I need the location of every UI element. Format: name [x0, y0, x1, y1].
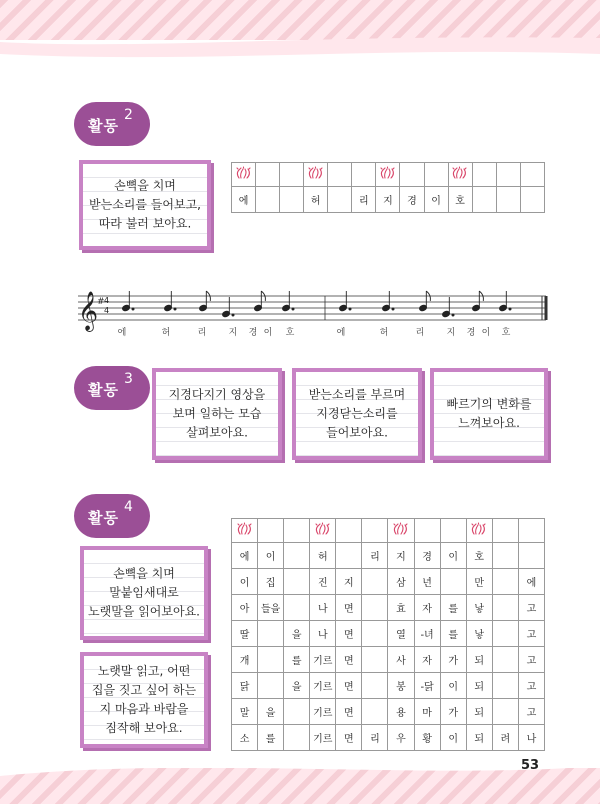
score-lyric-syllable: 허: [161, 328, 171, 338]
note-dot: [232, 314, 234, 316]
lyric-cell: [280, 187, 304, 213]
clap-cell: [352, 163, 376, 187]
lyric-cell: [496, 187, 520, 213]
table-row: [232, 699, 545, 725]
lyric-cell: 를: [440, 621, 466, 647]
lyric-cell: 에: [232, 187, 256, 213]
clap-cell: [440, 519, 466, 543]
lyric-cell: 를: [284, 647, 310, 673]
card-text: 노랫말 읽고, 어떤 집을 짓고 싶어 하는 지 마음과 바람을 짐작해 보아요.: [91, 664, 197, 735]
lyric-cell: 이: [440, 673, 466, 699]
clap-cell: [496, 163, 520, 187]
lyric-cell: 이: [424, 187, 448, 213]
table-row: [232, 673, 545, 699]
clap-cell: [328, 163, 352, 187]
lyric-cell: 호: [466, 543, 492, 569]
lyric-cell: 이: [232, 569, 258, 595]
activity-number: 3: [124, 371, 133, 387]
score-lyric-syllable: 경: [248, 328, 258, 338]
lyric-cell: [362, 569, 388, 595]
lyric-cell: [258, 673, 284, 699]
lyric-cell: 열: [388, 621, 414, 647]
note-dot: [392, 308, 394, 310]
lyric-cell: 을: [258, 699, 284, 725]
lyric-cell: 을: [284, 673, 310, 699]
lyric-cell: 리: [352, 187, 376, 213]
lyric-cell: -녀: [414, 621, 440, 647]
lyric-cell: [284, 569, 310, 595]
clap-cell: [232, 519, 258, 543]
lyric-cell: 나: [518, 725, 544, 751]
lyric-cell: 를: [258, 725, 284, 751]
activity-3-badge: [74, 366, 150, 410]
lyric-cell: [440, 569, 466, 595]
clap-cell: [424, 163, 448, 187]
activity-number: 4: [124, 499, 133, 515]
lyric-cell: 기르: [310, 699, 336, 725]
lyric-cell: 려: [492, 725, 518, 751]
note-dot: [132, 308, 134, 310]
treble-clef-icon: [78, 291, 98, 332]
lyric-cell: [258, 621, 284, 647]
lyric-cell: [362, 699, 388, 725]
card-text: 지경다지기 영상을 보며 일하는 모습 살펴보아요.: [168, 387, 266, 440]
lyric-cell: [492, 673, 518, 699]
lyric-cell: 면: [336, 673, 362, 699]
lyric-cell: 지: [376, 187, 400, 213]
clap-cell: [232, 163, 256, 187]
activity-3-card-1: [152, 368, 282, 460]
clap-cell: [304, 163, 328, 187]
lyric-cell: 고: [518, 699, 544, 725]
lyric-cell: [518, 543, 544, 569]
clap-hands-icon: [308, 166, 324, 180]
lyric-cell: 딸: [232, 621, 258, 647]
activity-4-badge: [74, 494, 150, 538]
lyric-cell: 사: [388, 647, 414, 673]
lyric-cell: [284, 725, 310, 751]
lyric-cell: [336, 543, 362, 569]
lyric-cell: [492, 543, 518, 569]
activity-3-card-2: [292, 368, 422, 460]
activity-label: 활동: [88, 381, 119, 399]
page-number: 53: [521, 758, 540, 773]
table-row: [232, 725, 545, 751]
lyric-cell: [256, 187, 280, 213]
lyric-cell: 기르: [310, 647, 336, 673]
lyric-cell: 말: [232, 699, 258, 725]
lyric-cell: 지: [388, 543, 414, 569]
note-dot: [174, 308, 176, 310]
lyric-cell: [520, 187, 544, 213]
clap-cell: [400, 163, 424, 187]
lyric-cell: [472, 187, 496, 213]
activity-number: 2: [124, 107, 133, 123]
lyric-cell: 이: [440, 725, 466, 751]
lyric-cell: 아: [232, 595, 258, 621]
lyric-cell: [492, 647, 518, 673]
activity-2-instruction-card: [79, 160, 211, 250]
activity-label: 활동: [88, 117, 119, 135]
score-lyric-syllable: 호: [501, 328, 511, 338]
svg-text:4: 4: [104, 296, 110, 305]
lyric-cell: 용: [388, 699, 414, 725]
lyric-cell: 집: [258, 569, 284, 595]
activity-4-card-2: [80, 652, 208, 748]
clap-hands-icon: [393, 522, 409, 536]
score-lyric-syllable: 경: [466, 328, 476, 338]
clap-row: [232, 163, 545, 187]
lyric-cell: 자: [414, 647, 440, 673]
lyric-cell: [362, 621, 388, 647]
lyrics-grid-activity-4: [231, 518, 545, 751]
score-lyric-syllable: 지: [446, 328, 456, 338]
table-row: [232, 647, 545, 673]
lyric-cell: 허: [310, 543, 336, 569]
clap-cell: [362, 519, 388, 543]
score-lyric-syllable: 이: [481, 328, 491, 338]
lyric-cell: 기르: [310, 725, 336, 751]
lyric-cell: [492, 621, 518, 647]
lyric-cell: 에: [232, 543, 258, 569]
clap-cell: [284, 519, 310, 543]
lyric-cell: 을: [284, 621, 310, 647]
clap-cell: [520, 163, 544, 187]
lyric-cell: 경: [414, 543, 440, 569]
clap-hands-icon: [452, 166, 468, 180]
score-lyric-syllable: 허: [379, 328, 389, 338]
clap-cell: [336, 519, 362, 543]
lyric-cell: 마: [414, 699, 440, 725]
lyric-cell: 리: [362, 725, 388, 751]
lyric-cell: 자: [414, 595, 440, 621]
svg-text:4: 4: [104, 306, 110, 315]
clap-cell: [256, 163, 280, 187]
lyric-cell: -닭: [414, 673, 440, 699]
note-dot: [292, 308, 294, 310]
score-lyric-syllable: 에: [336, 328, 346, 338]
lyric-cell: 나: [310, 595, 336, 621]
lyric-cell: [258, 647, 284, 673]
table-row: [232, 621, 545, 647]
lyric-cell: 면: [336, 647, 362, 673]
bottom-wave-decoration: [0, 746, 600, 786]
lyric-cell: 면: [336, 699, 362, 725]
lyric-cell: 삼: [388, 569, 414, 595]
rhythm-grid-activity-2: [231, 162, 545, 213]
clap-cell: [518, 519, 544, 543]
lyric-cell: [362, 673, 388, 699]
score-lyric-syllable: 리: [197, 328, 207, 338]
lyric-cell: 되: [466, 725, 492, 751]
clap-hands-icon: [471, 522, 487, 536]
lyric-cell: 우: [388, 725, 414, 751]
clap-hands-icon: [315, 522, 331, 536]
card-text: 빠르기의 변화를 느껴보아요.: [446, 397, 532, 430]
table-row: [232, 595, 545, 621]
lyric-cell: 면: [336, 621, 362, 647]
lyric-cell: 나: [310, 621, 336, 647]
lyric-cell: 되: [466, 699, 492, 725]
lyric-cell: 에: [518, 569, 544, 595]
lyric-cell: 효: [388, 595, 414, 621]
lyric-cell: 낳: [466, 595, 492, 621]
top-wave-decoration: [0, 24, 600, 84]
lyric-cell: [284, 543, 310, 569]
note-dot: [349, 308, 351, 310]
lyric-cell: 소: [232, 725, 258, 751]
lyric-cell: 가: [440, 699, 466, 725]
lyric-cell: 고: [518, 621, 544, 647]
activity-label: 활동: [88, 509, 119, 527]
activity-3-card-3: [430, 368, 548, 460]
activity-2-badge: [74, 102, 150, 146]
score-lyric-syllable: 리: [415, 328, 425, 338]
card-text: 손뼉을 치며 받는소리를 들어보고, 따라 불러 보아요.: [89, 178, 201, 231]
svg-text:#: #: [97, 297, 105, 307]
lyric-cell: 를: [440, 595, 466, 621]
table-row: [232, 569, 545, 595]
lyric-cell: 낳: [466, 621, 492, 647]
lyric-cell: 고: [518, 595, 544, 621]
clap-cell: [280, 163, 304, 187]
lyric-cell: 봉: [388, 673, 414, 699]
clap-hands-icon: [380, 166, 396, 180]
lyric-cell: [362, 647, 388, 673]
lyric-cell: [492, 595, 518, 621]
lyric-cell: 리: [362, 543, 388, 569]
clap-cell: [414, 519, 440, 543]
clap-cell: [492, 519, 518, 543]
lyric-cell: 만: [466, 569, 492, 595]
svg-text:𝄞: 𝄞: [78, 291, 99, 331]
lyric-cell: 경: [400, 187, 424, 213]
lyric-cell: 진: [310, 569, 336, 595]
activity-4-card-1: [80, 546, 208, 640]
clap-cell: [388, 519, 414, 543]
lyric-cell: [362, 595, 388, 621]
lyric-cell: 되: [466, 673, 492, 699]
clap-hands-icon: [236, 166, 252, 180]
lyric-cell: 들을: [258, 595, 284, 621]
lyric-cell: 이: [258, 543, 284, 569]
lyrics-row: [232, 187, 545, 213]
card-text: 손뼉을 치며 말붙임새대로 노랫말을 읽어보아요.: [88, 566, 200, 619]
lyric-cell: 닭: [232, 673, 258, 699]
lyric-cell: [492, 699, 518, 725]
lyric-cell: [284, 595, 310, 621]
lyric-cell: 황: [414, 725, 440, 751]
note-dot: [452, 314, 454, 316]
clap-cell: [310, 519, 336, 543]
clap-cell: [376, 163, 400, 187]
lyric-cell: 이: [440, 543, 466, 569]
lyric-cell: [328, 187, 352, 213]
lyric-cell: 고: [518, 647, 544, 673]
lyric-cell: 되: [466, 647, 492, 673]
score-lyric-syllable: 이: [263, 328, 273, 338]
clap-hands-icon: [237, 522, 253, 536]
card-text: 받는소리를 부르며 지경닫는소리를 들어보아요.: [308, 387, 406, 440]
lyric-cell: 년: [414, 569, 440, 595]
lyric-cell: 개: [232, 647, 258, 673]
clap-cell: [258, 519, 284, 543]
clap-cell: [466, 519, 492, 543]
clap-cell: [448, 163, 472, 187]
note-dot: [509, 308, 511, 310]
clap-cell: [472, 163, 496, 187]
lyric-cell: 기르: [310, 673, 336, 699]
clap-row: [232, 519, 545, 543]
lyric-cell: 허: [304, 187, 328, 213]
score-lyric-syllable: 호: [285, 328, 295, 338]
lyric-cell: 호: [448, 187, 472, 213]
lyric-cell: 지: [336, 569, 362, 595]
score-lyric-syllable: 지: [228, 328, 238, 338]
lyric-cell: 면: [336, 595, 362, 621]
lyric-cell: [284, 699, 310, 725]
table-row: [232, 543, 545, 569]
lyric-cell: 가: [440, 647, 466, 673]
lyric-cell: 고: [518, 673, 544, 699]
lyric-cell: 면: [336, 725, 362, 751]
lyric-cell: [492, 569, 518, 595]
score-lyric-syllable: 에: [117, 328, 127, 338]
